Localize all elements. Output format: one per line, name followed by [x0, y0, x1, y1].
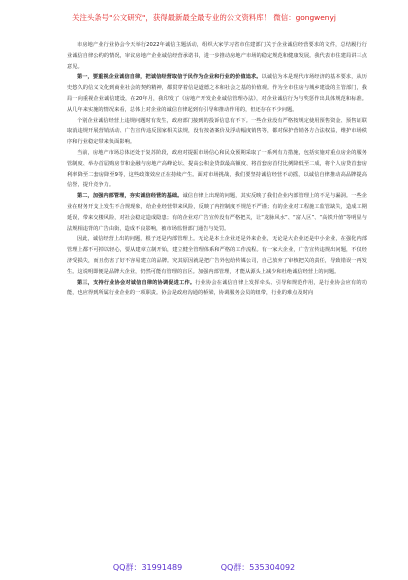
- paragraph-text: 诚信自律上出现的问题，其实反映了我们企业内部管理上的不足与漏洞。一些企业在财务开支上发生不合规现象，给企业经营带来风险，反映了内控制度不规范不严谨；有的企业对工程施工监管缺失，造成工期延误，带来交楼风险，对社会稳定造成隐患；有的企业对广告宣传没有严格把关，让“龙脉风水”、“富人区”、“高铁升值”等明显与法规相违背的广告由街，造成不良影响，被市场监督部门通告与处罚。: [67, 193, 367, 232]
- paragraph-market: [67, 148, 367, 191]
- paragraph-text: 以诚信为本是现代市场经济的基本要求，从历史悠久的信义文化到商业社会的契约精神，都贯穿着信是道德之本和社会之基的价值观。作为全市住房与城乡建设的主管部门，我局一向重视企业诚信建设，在20年月，我印发了《房地产开发企业诚信管理办法》，对企业诚信行为与奖惩作出具体规范和标准。从几年来实施的情况来看，总体上对企业的诚信自律起到有引导和推动作用的，但还存在不少问题。: [67, 74, 367, 113]
- paragraph-text: 行业协会在诚信自律上发挥牵头、引导和规范作用，是行业协会应有的功能，也应得到所属行业企业的一项职责。协会是政府沟通的桥梁，协调服务会员的纽带，行业的难点及时向: [67, 279, 367, 297]
- paragraph-point-3: [67, 278, 367, 300]
- footer-contact: [0, 562, 408, 573]
- paragraph-text: 当前，房地产市场总体还处于复苏阶段，政府对提振市场信心和民众预期采取了一系列有力措施，包括实施对重点房企的服务管制度、举办首届购房节和金融与房地产高峰论坛、提高公积金贷款最高额度、将首套房首付比例降低至二成，将个人房贷首套房利率降至二套房降至9等，这些政策效应正在持续产生。面对市场挑战，我们要坚持诚信经营不动摇，以诚信自律推动高品牌提高信誉，提升竞争力。: [67, 149, 367, 189]
- paragraph-text: 个别企业诚信经营上违规问题时有发生，政府部门接到的投诉信息有不下。一些企业没有严格按规定使用预售资金、预售证联取消违规开展营销活动、广告宣传违反国家相关法规，没有按备案价及浮动幅度销售等，都对保护营销各方合法权益，维护市场秩序和行业稳定带来负面影响。: [67, 117, 367, 146]
- paragraph-heading: 第一，要重视企业诚信自律，把诚信经营取信于民作为企业和行业的价值追求。: [77, 74, 262, 81]
- paragraph-text: 因此，诚信经营上出的问题，根子还是内部管理上。无论是本土企业还是外来企业，无论是大企业还是中小企业，在强化内部管理上都不可掉以轻心，要从建章立制开始，建立健全管理体系和严格的工作流程。有一家大企业，广告宣传违规出问题，不仅经济受损失，而且伤害了好不容易建立的品牌。究其原因就是把广告外包给传媒公司，自己放弃了审核把关的责任，导致错误一再发生。这说明即便是品牌大企业，仍然可能有管理的盲区。加强内部管理，才能从源头上减少和杜绝诚信经营上的问题。: [67, 236, 367, 275]
- promo-banner: 关注头条号"公文研究"，获得最新最全最专业的公文资料库！ 微信：gongwenyj: [72, 13, 336, 22]
- paragraph-point-1: [67, 72, 367, 115]
- paragraph-text: 市房地产业行业协会今天举行2022年诚信主题活动，组织大家学习省市住建部门关于企业诚信经营要求的文件，总结履行行业诚信自律公约的情况，审议房地产企业诚信经营承诺书，进一步推动房地产市场的稳定规范和健康发展。我代表市住建局讲三点意见。: [67, 42, 367, 70]
- paragraph-heading: 第三，支持行业协会对诚信自律的协调促进工作。: [77, 279, 196, 286]
- paragraph-issues: [67, 116, 367, 148]
- paragraph-point-2: [67, 191, 367, 234]
- paragraph-intro: [67, 40, 367, 72]
- paragraph-heading: 第二，加强内部管理，夯实诚信经营的基础。: [77, 193, 183, 200]
- qq-group-1: QQ群：31991489: [112, 563, 183, 572]
- qq-group-2: QQ群：535304092: [220, 563, 296, 572]
- paragraph-management: [67, 234, 367, 277]
- document-body: [67, 40, 367, 558]
